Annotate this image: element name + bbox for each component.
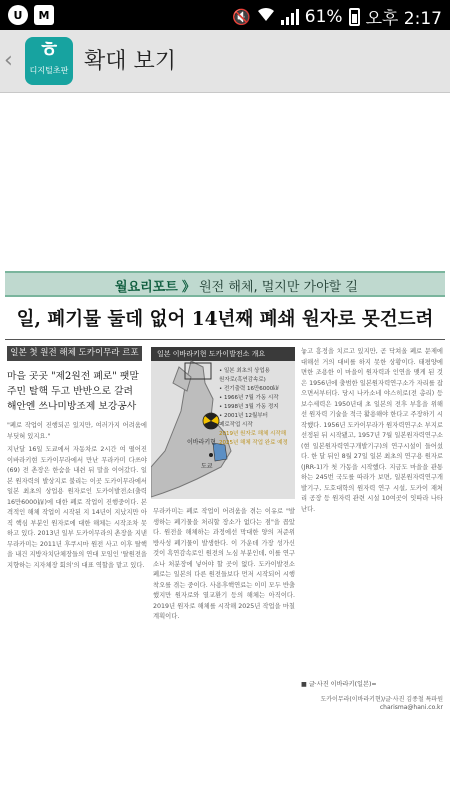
mute-icon: 🔇 [232, 7, 251, 26]
section-banner [5, 271, 445, 297]
deck-line: 해안엔 쓰나미방조제 보강공사 [7, 401, 137, 412]
divider [5, 339, 445, 340]
section-label: 월요리포트 [115, 280, 178, 295]
map-label-ibaraki: 이바라키현 [187, 439, 216, 446]
map-graphic [151, 347, 295, 499]
app-bar [0, 30, 450, 93]
body-intro: "폐로 작업이 진행되곤 있지만, 여러가지 어려움에 부딪혀 있지요." [7, 422, 147, 440]
logo-mark: ㅎ [38, 38, 60, 63]
body-column-3: 놓고 흥정을 치르고 있지만, 곧 닥쳐올 폐로 문제에 대해선 거의 대비를 하지 못한 상황이다. 태평양에 면한 조용한 이 마을이 원자력과 인연을 맺게 된 것은 1956년에 출범한 일본원자력연구소가 자리를 잡으면서부터다. 당시 나카소네 야스히로(전 총리) 등 보수세력은 1950년대 초 일본의 전후 부흥을 위해선 원자력 기술을 적극 활용해야 한다고 주장하기 시작했다. 1956년 도카이무라가 원자력연구소 부지로 선정된 뒤 시작됐고, 1957년 7월 일본원자력연구소(현 일본원자력연구개발기구)의 연구시설이 들어섰다. 한 달 뒤인 8월 27일 일본 최초의 연구용 원자로(JRR-1)가 첫 가동을 시작했다. 지금도 마을을 관통하는 245번 국도를 따라가 보면, 일본원자력연구개발기구, 도호대학의 원자력 연구 시설, 도카이 재처리 공장 등 원자력 관련 시설 10여곳이 잇따라 나타난다. [301, 348, 443, 513]
legend-line: • 1998년 3월 가동 정지 [219, 404, 279, 410]
map-label-tokyo: 도쿄 [201, 463, 213, 470]
logo-label: 디지털초판 [29, 66, 69, 75]
article-deck [7, 369, 147, 414]
newspaper-clipping [5, 271, 445, 711]
legend-line: • 일본 최초의 상업용 [219, 368, 270, 374]
battery-icon [349, 8, 360, 26]
byline: ■ 글·사진 이바라키(일본)= [301, 681, 377, 688]
system-indicators [232, 4, 442, 29]
zoom-viewer[interactable] [0, 93, 450, 800]
legend-line: • 2001년 12월부터 [219, 413, 268, 419]
photo-credit: 도카이무라(이바라키현)/글·사진 김종철 특파원 [320, 696, 443, 703]
section-title: 원전 해체, 멀지만 가야할 길 [199, 280, 358, 295]
article-headline: 일, 폐기물 둘데 없어 14년째 폐쇄 원자로 못건드려 [16, 309, 434, 330]
legend-line: • 1966년 7월 가동 시작 [219, 395, 279, 401]
clock: 오후 2:17 [365, 9, 442, 29]
map-legend [219, 367, 289, 448]
deck-line: 마을 곳곳 "제2원전 폐로" 팻말 [7, 371, 139, 382]
wifi-icon [257, 6, 275, 27]
battery-percent: 61% [304, 6, 343, 27]
map-title: 일본 이바라키현 도카이발전소 개요 [151, 347, 295, 361]
body-text: 지난달 16일 도쿄에서 자동차로 2시간 여 떨어진 이바라키현 도카이무라에서 만난 무라카미 다쓰야(69) 전 촌장은 한숨을 내쉰 뒤 말을 이어갔다. 일본 원자력의 발상지로 불리는 이곳 도카이무라에서 일본 최초의 상업용 원자로인 도카이발전소(출력 16만6000㎾)에 대한 폐로 작업이 진행중이다. 본격적인 해체 작업이 시작된 지 14년이 지났지만 아직 핵심 부분인 원자로에 대한 해체는 시작조차 못하고 있다. 2013년 일부 도카이무라의 촌장을 지낸 무라카미는 2011년 후쿠시마 원전 사고 이후 탈핵을 내건 지방자치단체장들의 연대 모임인 '탈원전을 지향하는 지자체장 회의'의 대표 역할을 맡고 있다. [7, 446, 147, 569]
deck-line: 주민 탈핵 두고 반반으로 갈려 [7, 386, 134, 397]
status-bar [0, 0, 450, 30]
notification-icons [8, 5, 54, 25]
app-logo[interactable] [25, 37, 73, 85]
article-subhead: 일본 첫 원전 해체 도카이무라 르포 [7, 346, 142, 361]
reporter-email: charisma@hani.co.kr [379, 704, 443, 711]
page-title: 확대 보기 [84, 49, 177, 74]
legend-line: 폐로작업 시작 [219, 422, 253, 428]
section-arrows: 》 [181, 280, 195, 295]
u-app-icon: U [8, 5, 28, 25]
message-icon: M [34, 5, 54, 25]
signal-icon [281, 9, 299, 25]
legend-highlight: 2019년 원자로 해체 시작해 2025년 해체 작업 완료 예정 [219, 431, 288, 446]
body-column-2: 무라카미는 폐로 작업이 어려움을 겪는 이유로 "발생하는 폐기물을 처리할 장소가 없다는 점"을 꼽았다. 원전을 해체하는 과정에선 막대한 양의 저준위 방사성 폐기물이 발생한다. 이 가운데 가장 성가신 것이 흑연감속로인 원전의 노심 부분인데, 이를 연구소나 처분장에 넣어야 할 곳이 없다. 도카이발전소 폐로는 일본의 다른 원전들보다 먼저 시작되어 시행착오를 겪는 중이다. 사용후핵연료는 이미 모두 반출했지만 원자로와 열교환기 등의 해체는 아직이다. 2019년 원자로 해체를 시작해 2025년 작업을 마칠 계획이다. [153, 508, 295, 620]
body-column-1 [7, 421, 147, 711]
legend-line: • 전기출력 16만6000㎾ [219, 386, 279, 392]
legend-line: 원자로(흑연감속로) [219, 377, 266, 383]
back-icon[interactable]: ‹ [4, 48, 13, 73]
